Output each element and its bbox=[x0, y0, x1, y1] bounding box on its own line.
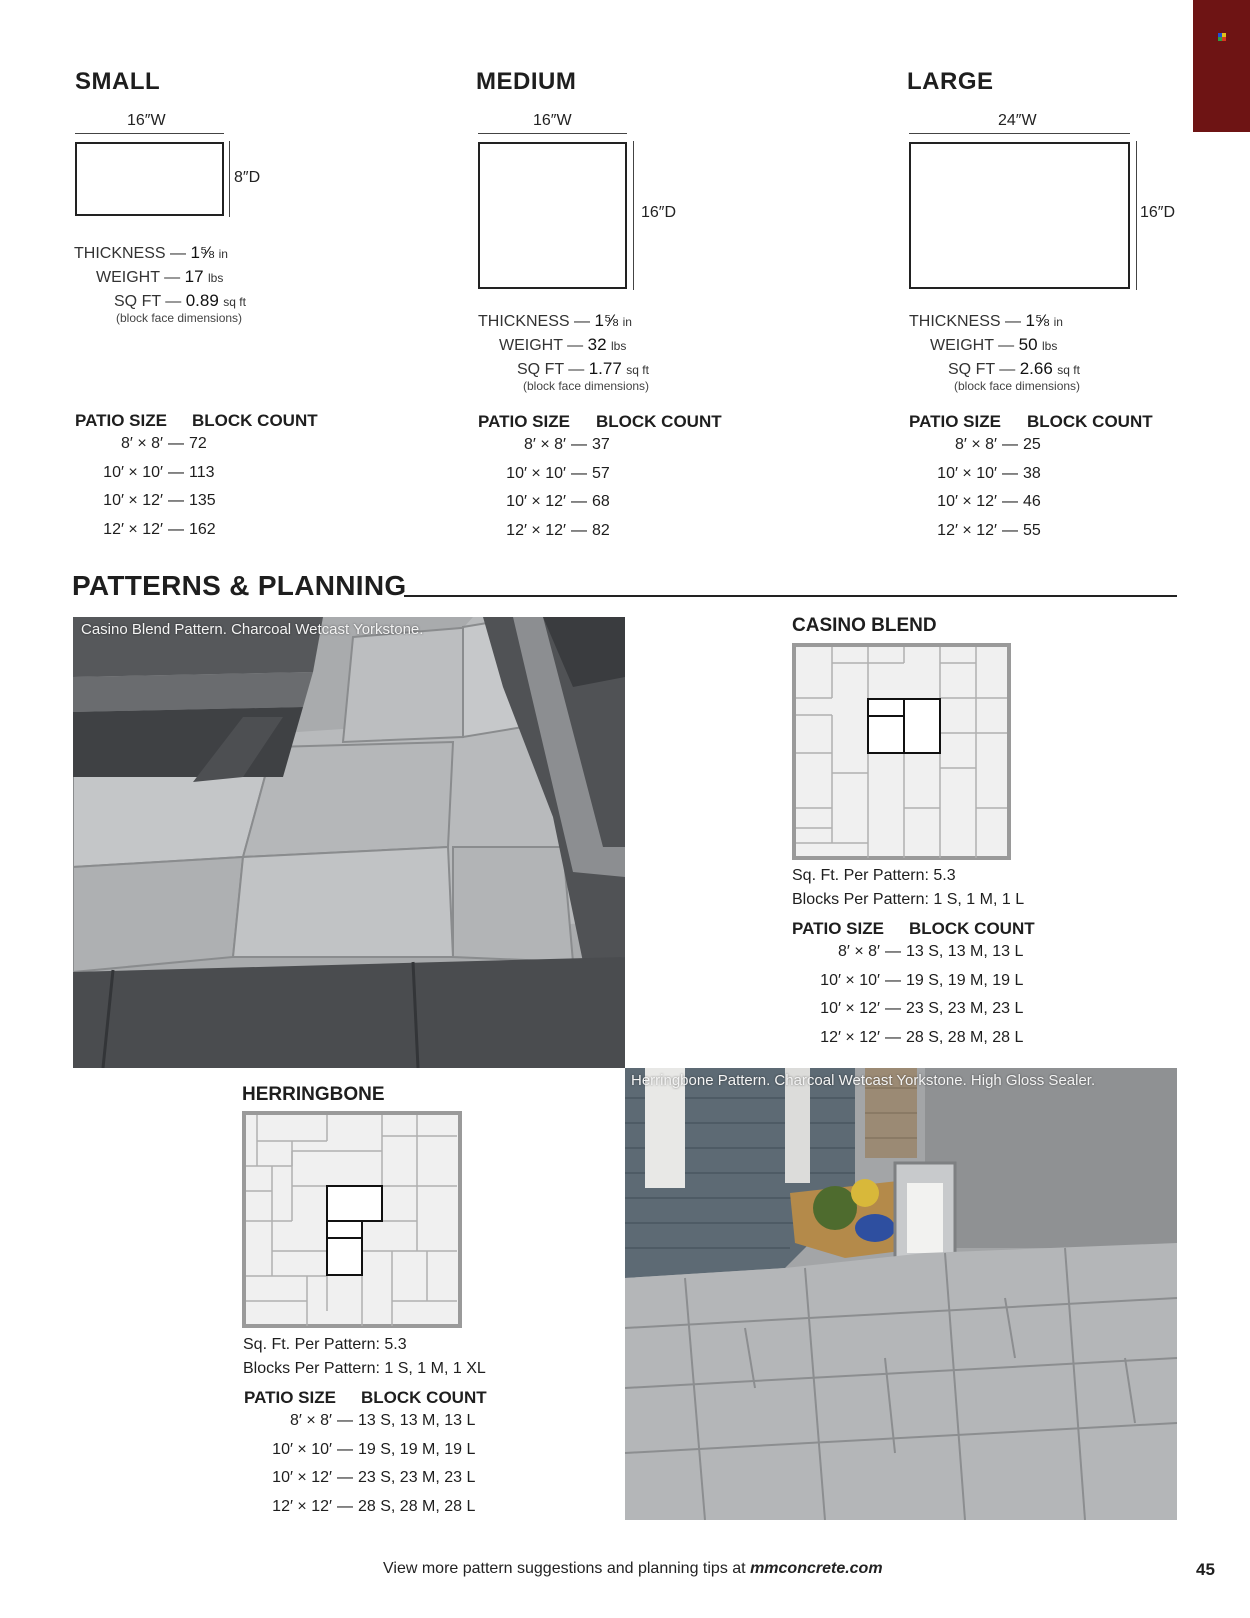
block-shape-large bbox=[909, 142, 1130, 289]
herringbone-patio-table bbox=[244, 1412, 475, 1527]
table-row: 12′ × 12′ — 82 bbox=[506, 521, 610, 539]
table-row: 8′ × 8′ — 13 S, 13 M, 13 L bbox=[837, 943, 1024, 960]
corner-tab bbox=[1193, 0, 1250, 132]
block-face-note-medium: (block face dimensions) bbox=[523, 379, 650, 393]
table-row: 10′ × 10′ — 19 S, 19 M, 19 L bbox=[820, 971, 1024, 989]
block-face-note-small: (block face dimensions) bbox=[116, 311, 243, 325]
casino-photo-caption: Casino Blend Pattern. Charcoal Wetcast Yorkstone. bbox=[81, 621, 424, 638]
section-rule bbox=[404, 595, 1177, 597]
depth-label-small: 8″D bbox=[234, 169, 261, 186]
depth-dimension-line bbox=[229, 141, 230, 217]
herringbone-photo-caption: Herringbone Pattern. Charcoal Wetcast Yorkstone. High Gloss Sealer. bbox=[631, 1072, 1096, 1089]
thickness-spec-small: THICKNESS — 1⅝ in bbox=[74, 243, 228, 262]
herringbone-photo bbox=[625, 1068, 1177, 1520]
sqft-spec-medium: SQ FT — 1.77 sq ft bbox=[517, 359, 649, 378]
casino-blend-photo bbox=[73, 617, 625, 1068]
block-shape-small bbox=[75, 142, 224, 216]
table-row: 10′ × 10′ — 19 S, 19 M, 19 L bbox=[272, 1440, 476, 1458]
patio-size-header-large: PATIO SIZE bbox=[909, 412, 1001, 431]
table-row: 10′ × 12′ — 68 bbox=[506, 493, 610, 510]
herringbone-sqft-per-pattern: Sq. Ft. Per Pattern: 5.3 bbox=[243, 1336, 407, 1353]
herringbone-photo-illustration bbox=[625, 1068, 1177, 1520]
table-row: 12′ × 12′ — 28 S, 28 M, 28 L bbox=[820, 1029, 1024, 1047]
size-title-large: LARGE bbox=[907, 68, 994, 95]
block-shape-medium bbox=[478, 142, 627, 289]
weight-spec-medium: WEIGHT — 32 lbs bbox=[499, 335, 627, 354]
table-row: 10′ × 10′ — 113 bbox=[103, 463, 215, 481]
herringbone-block-count-header: BLOCK COUNT bbox=[361, 1388, 487, 1407]
herringbone-blocks-per-pattern: Blocks Per Pattern: 1 S, 1 M, 1 XL bbox=[243, 1360, 486, 1377]
table-row: 10′ × 12′ — 135 bbox=[103, 492, 216, 509]
page-number: 45 bbox=[1196, 1560, 1215, 1579]
table-row: 8′ × 8′ — 37 bbox=[523, 436, 610, 453]
casino-blocks-per-pattern: Blocks Per Pattern: 1 S, 1 M, 1 L bbox=[792, 891, 1025, 908]
logo-icon bbox=[1218, 33, 1226, 41]
block-face-note-large: (block face dimensions) bbox=[954, 379, 1081, 393]
depth-dimension-line bbox=[1136, 141, 1137, 290]
footer-website-link[interactable]: mmconcrete.com bbox=[750, 1560, 883, 1577]
width-label-small: 16″W bbox=[127, 112, 166, 129]
table-row: 12′ × 12′ — 55 bbox=[937, 521, 1041, 539]
herringbone-title: HERRINGBONE bbox=[242, 1084, 385, 1105]
block-count-header-small: BLOCK COUNT bbox=[192, 411, 318, 430]
block-count-header-large: BLOCK COUNT bbox=[1027, 412, 1153, 431]
casino-patio-size-header: PATIO SIZE bbox=[792, 919, 884, 938]
depth-label-large: 16″D bbox=[1140, 204, 1176, 221]
herringbone-patio-size-header: PATIO SIZE bbox=[244, 1388, 336, 1407]
depth-dimension-line bbox=[633, 141, 634, 290]
casino-blend-pattern-diagram bbox=[792, 643, 1011, 860]
patio-table-small bbox=[75, 435, 216, 549]
section-title: PATTERNS & PLANNING bbox=[72, 570, 407, 601]
thickness-spec-large: THICKNESS — 1⅝ in bbox=[909, 311, 1063, 330]
patio-size-header-small: PATIO SIZE bbox=[75, 411, 167, 430]
sqft-spec-large: SQ FT — 2.66 sq ft bbox=[948, 359, 1080, 378]
table-row: 10′ × 12′ — 23 S, 23 M, 23 L bbox=[820, 1000, 1024, 1018]
width-label-medium: 16″W bbox=[533, 112, 572, 129]
width-dimension-line bbox=[478, 133, 627, 134]
width-dimension-line bbox=[75, 133, 224, 134]
table-row: 12′ × 12′ — 28 S, 28 M, 28 L bbox=[272, 1498, 476, 1516]
table-row: 12′ × 12′ — 162 bbox=[103, 520, 216, 538]
weight-spec-large: WEIGHT — 50 lbs bbox=[930, 335, 1058, 354]
casino-patio-table bbox=[792, 943, 1023, 1058]
table-row: 10′ × 10′ — 57 bbox=[506, 464, 610, 482]
casino-photo-illustration bbox=[73, 617, 625, 1068]
width-label-large: 24″W bbox=[998, 112, 1037, 129]
sqft-spec-small: SQ FT — 0.89 sq ft bbox=[114, 291, 246, 310]
patio-table-medium bbox=[478, 436, 610, 550]
patio-size-header-medium: PATIO SIZE bbox=[478, 412, 570, 431]
table-row: 10′ × 12′ — 23 S, 23 M, 23 L bbox=[272, 1469, 476, 1487]
size-title-medium: MEDIUM bbox=[476, 68, 577, 95]
casino-block-count-header: BLOCK COUNT bbox=[909, 919, 1035, 938]
depth-label-medium: 16″D bbox=[641, 204, 677, 221]
casino-blend-title: CASINO BLEND bbox=[792, 615, 937, 636]
table-row: 8′ × 8′ — 72 bbox=[120, 435, 207, 452]
herringbone-pattern-diagram bbox=[242, 1111, 462, 1328]
patio-table-large bbox=[909, 436, 1041, 550]
casino-sqft-per-pattern: Sq. Ft. Per Pattern: 5.3 bbox=[792, 867, 956, 884]
table-row: 8′ × 8′ — 13 S, 13 M, 13 L bbox=[289, 1412, 476, 1429]
block-count-header-medium: BLOCK COUNT bbox=[596, 412, 722, 431]
weight-spec-small: WEIGHT — 17 lbs bbox=[96, 267, 224, 286]
table-row: 8′ × 8′ — 25 bbox=[954, 436, 1041, 453]
size-title-small: SMALL bbox=[75, 68, 161, 95]
footer-text: View more pattern suggestions and planning tips at mmconcrete.com bbox=[383, 1560, 883, 1577]
table-row: 10′ × 10′ — 38 bbox=[937, 464, 1041, 482]
table-row: 10′ × 12′ — 46 bbox=[937, 493, 1041, 510]
width-dimension-line bbox=[909, 133, 1130, 134]
thickness-spec-medium: THICKNESS — 1⅝ in bbox=[478, 311, 632, 330]
